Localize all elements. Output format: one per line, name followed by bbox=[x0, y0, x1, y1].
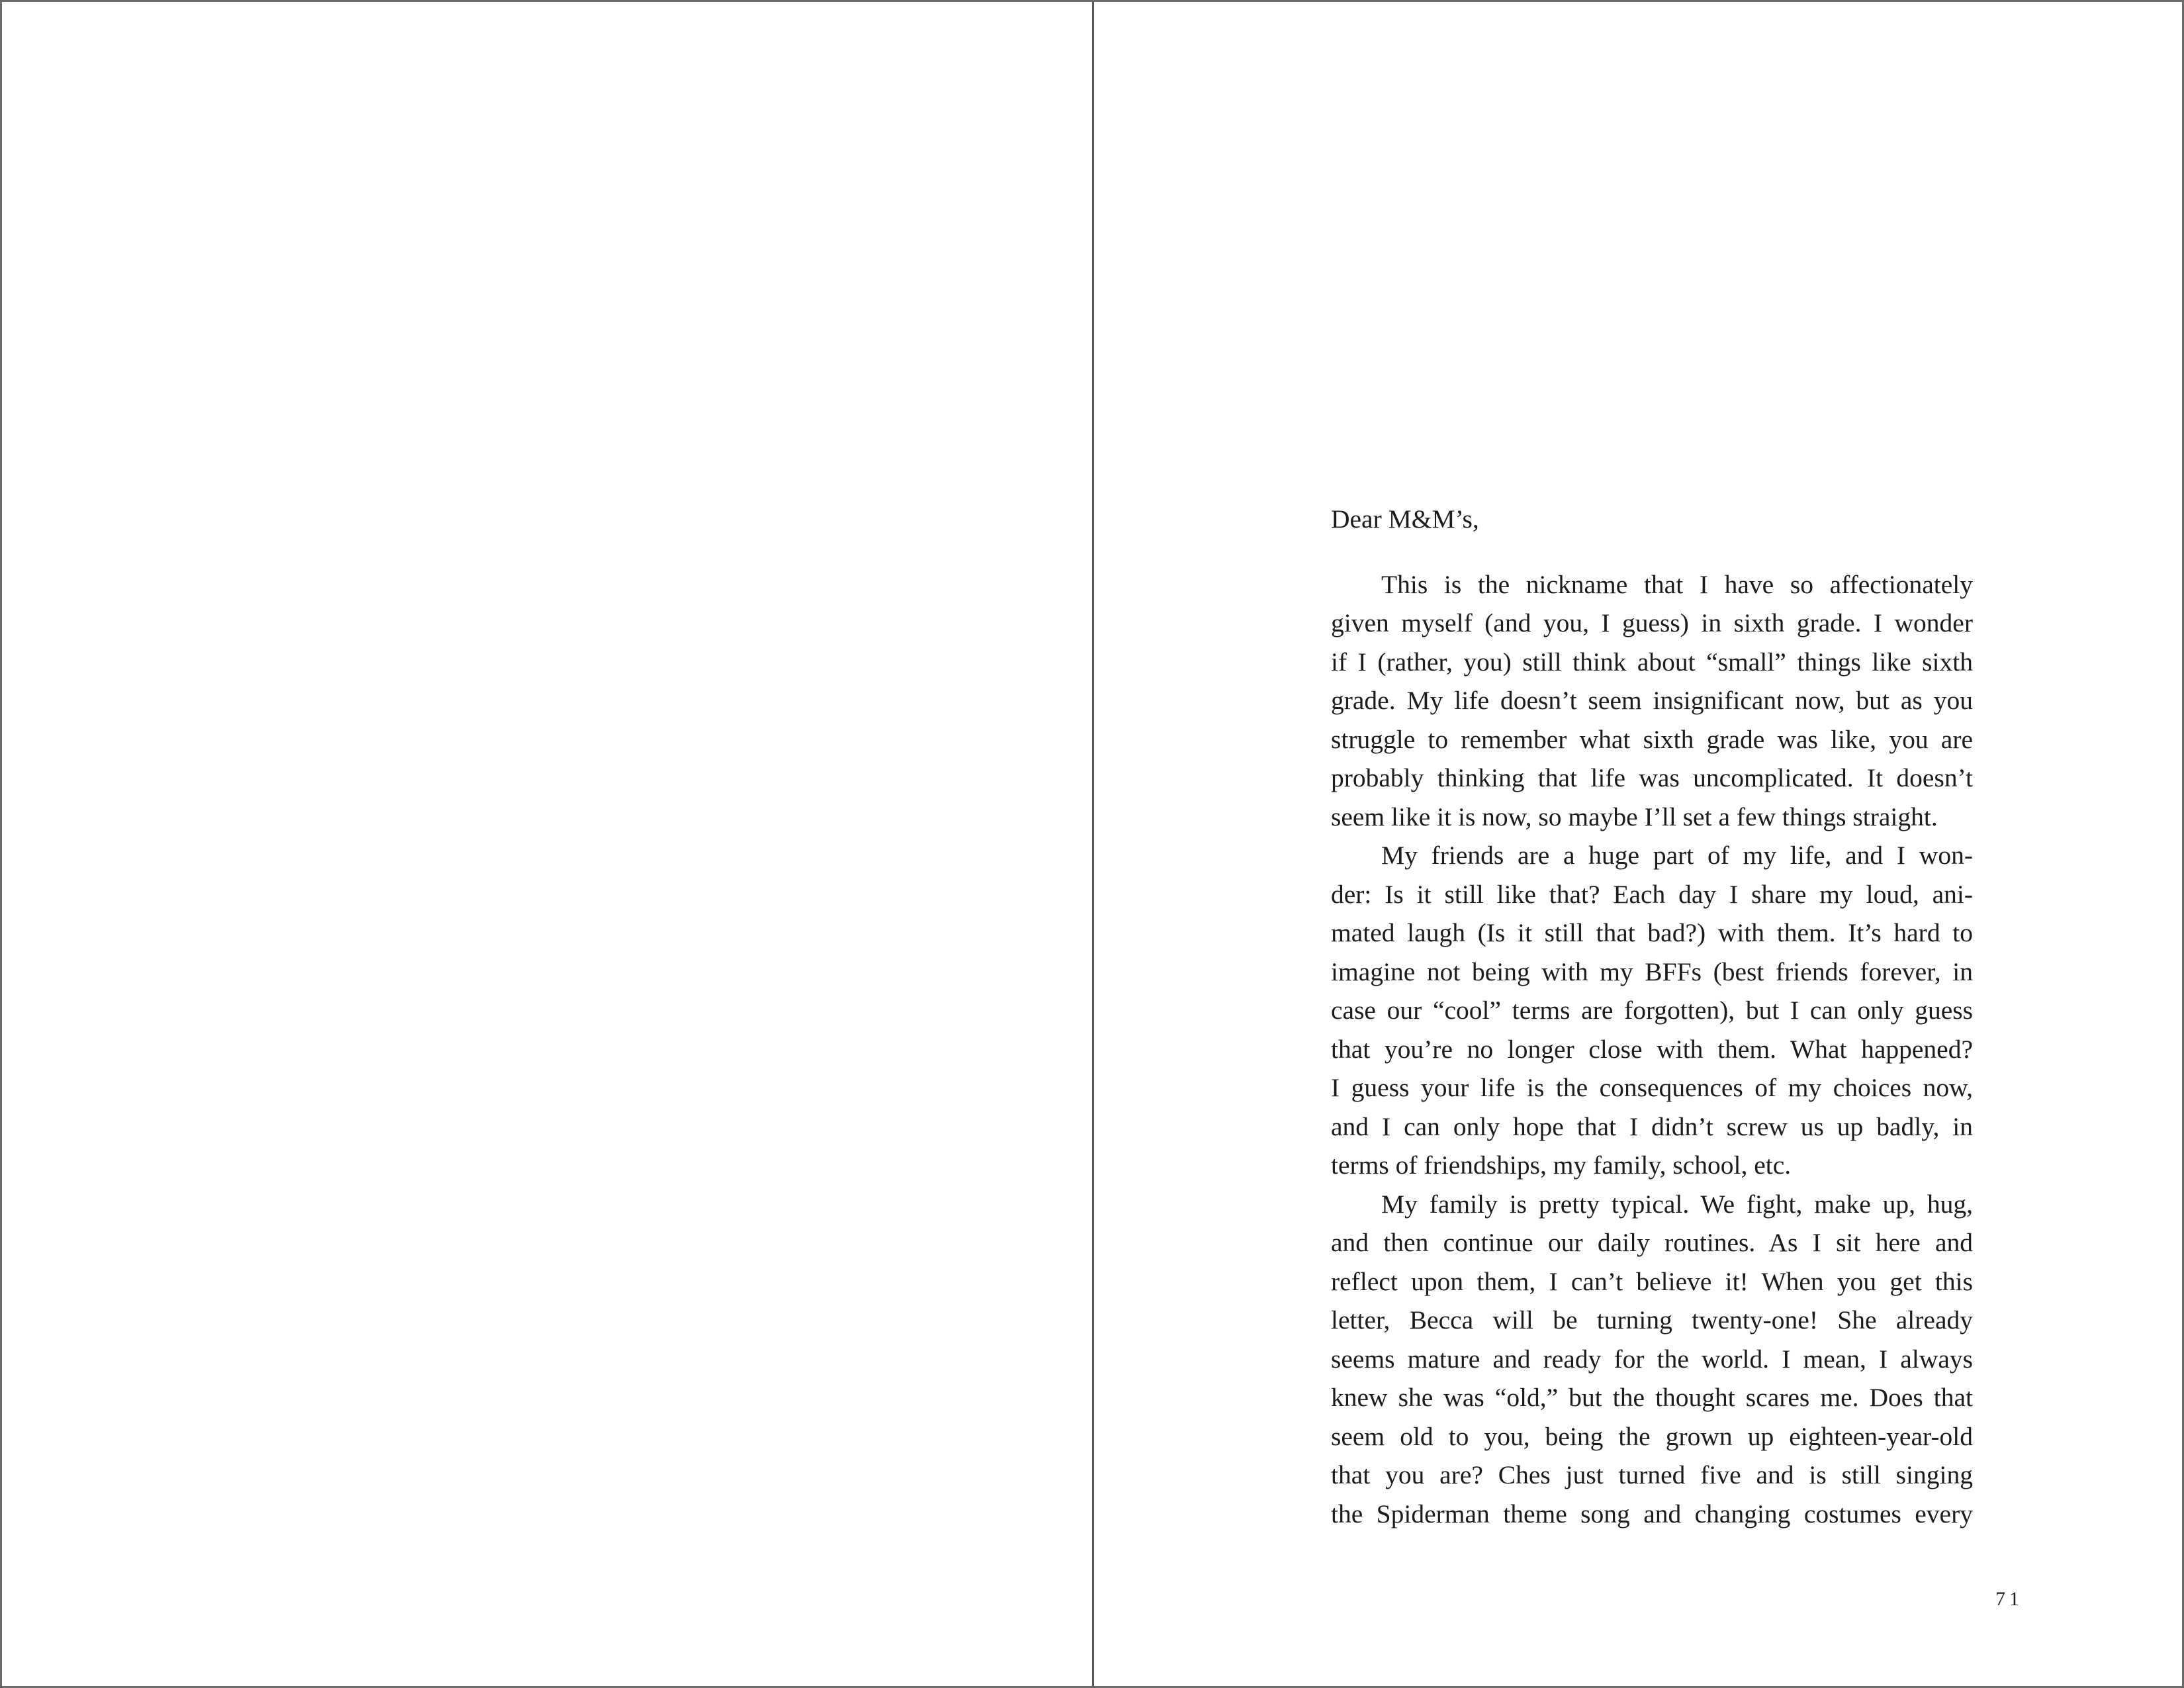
letter-line: terms of friendships, my family, school, etc. bbox=[1331, 1150, 1792, 1180]
letter-line: letter, Becca will be turning twenty-one! She already bbox=[1331, 1305, 1973, 1335]
letter-line: seem old to you, being the grown up eighteen-year-old bbox=[1331, 1421, 1973, 1451]
letter-line: that you’re no longer close with them. What happened? bbox=[1331, 1034, 1973, 1064]
letter-line: knew she was “old,” but the thought scares me. Does that bbox=[1331, 1383, 1973, 1412]
letter-line: My family is pretty typical. We fight, make up, hug, bbox=[1381, 1189, 1973, 1219]
letter-line: reflect upon them, I can’t believe it! When you get this bbox=[1331, 1266, 1973, 1296]
letter-salutation: Dear M&M’s, bbox=[1331, 504, 1479, 534]
letter-line: This is the nickname that I have so affectionately bbox=[1381, 569, 1973, 599]
letter-line: seems mature and ready for the world. I mean, I always bbox=[1331, 1344, 1973, 1374]
letter-line: I guess your life is the consequences of my choices now, bbox=[1331, 1073, 1973, 1102]
letter-line: given myself (and you, I guess) in sixth grade. I wonder bbox=[1331, 608, 1973, 637]
letter-line: struggle to remember what sixth grade was like, you are bbox=[1331, 724, 1973, 754]
letter-line: grade. My life doesn’t seem insignificant now, but as you bbox=[1331, 686, 1973, 715]
left-page-blank bbox=[2, 2, 1092, 1686]
letter-line: case our “cool” terms are forgotten), but I can only guess bbox=[1331, 996, 1973, 1025]
letter-body bbox=[1331, 565, 1973, 1534]
page-number: 71 bbox=[1995, 1588, 2023, 1610]
letter-line: der: Is it still like that? Each day I share my loud, ani- bbox=[1331, 879, 1973, 909]
letter-text-block bbox=[1331, 500, 1973, 1533]
right-page bbox=[1094, 2, 2184, 1686]
letter-line: if I (rather, you) still think about “small” things like sixth bbox=[1331, 647, 1973, 677]
letter-line: probably thinking that life was uncomplicated. It doesn’t bbox=[1331, 763, 1973, 792]
letter-line: My friends are a huge part of my life, and I won- bbox=[1381, 841, 1973, 870]
letter-line: imagine not being with my BFFs (best friends forever, in bbox=[1331, 957, 1973, 986]
letter-line: and then continue our daily routines. As I sit here and bbox=[1331, 1228, 1973, 1257]
letter-line: the Spiderman theme song and changing costumes every bbox=[1331, 1499, 1973, 1528]
letter-line: that you are? Ches just turned five and is still singing bbox=[1331, 1460, 1973, 1489]
letter-line: seem like it is now, so maybe I’ll set a few things straight. bbox=[1331, 802, 1938, 831]
letter-line: mated laugh (Is it still that bad?) with them. It’s hard to bbox=[1331, 918, 1973, 947]
letter-line: and I can only hope that I didn’t screw us up badly, in bbox=[1331, 1111, 1973, 1141]
